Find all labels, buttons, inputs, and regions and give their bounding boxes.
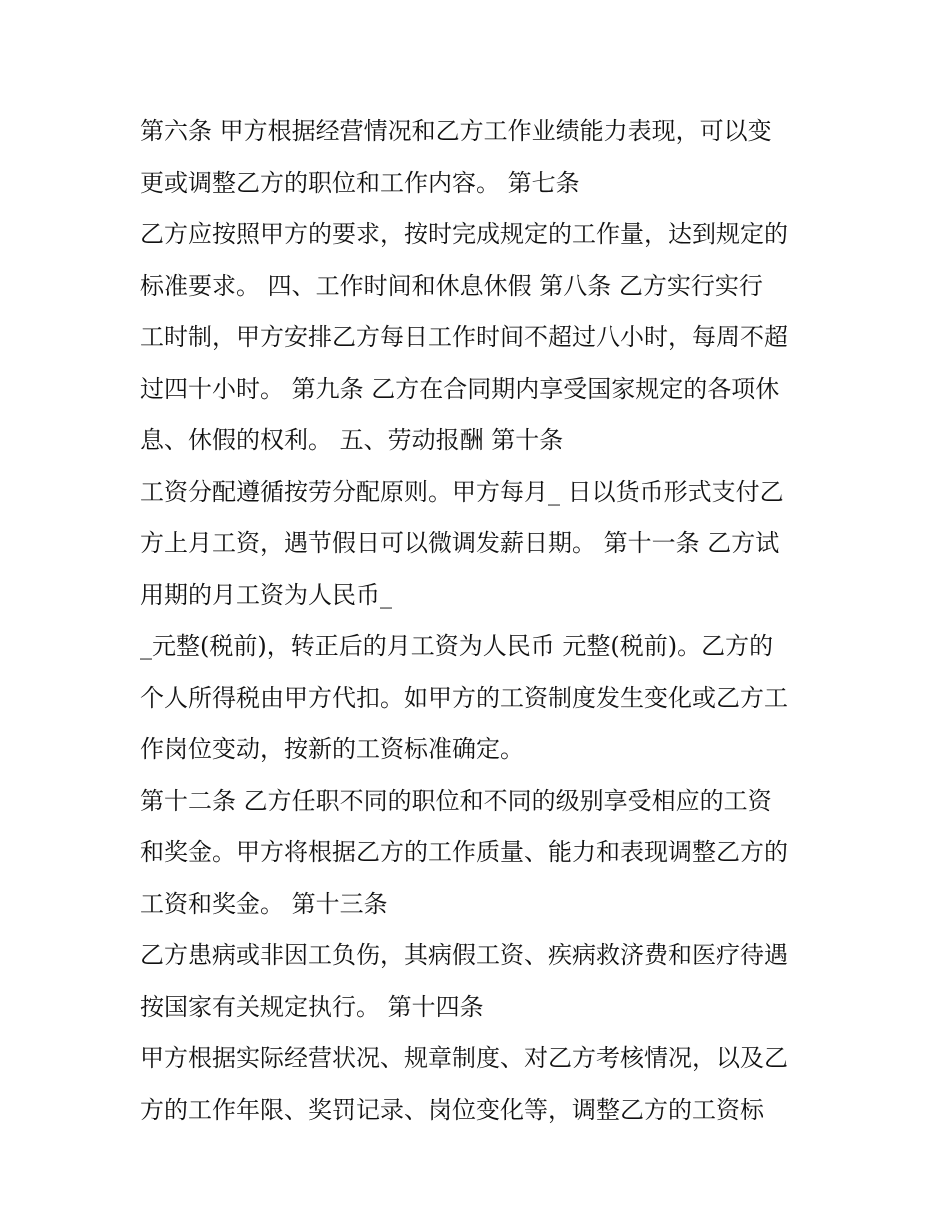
text-line: 乙方患病或非因工负伤，其病假工资、疾病救济费和医疗待遇 [140,941,788,969]
text-line: 工资分配遵循按劳分配原则。甲方每月_ 日以货币形式支付乙 [140,477,784,506]
text-line: 息、休假的权利。 五、劳动报酬 第十条 [140,426,564,454]
text-line: 标准要求。 四、工作时间和休息休假 第八条 乙方实行实行 [140,271,763,300]
text-line: 方的工作年限、奖罚记录、岗位变化等，调整乙方的工资标 [140,1095,764,1124]
text-line: 第十二条 乙方任职不同的职位和不同的级别享受相应的工资 [140,786,772,815]
text-line: 第六条 甲方根据经营情况和乙方工作业绩能力表现，可以变 [140,117,772,145]
text-line: 更或调整乙方的职位和工作内容。 第七条 [140,168,580,197]
text-line: 方上月工资，遇节假日可以微调发薪日期。 第十一条 乙方试 [140,529,780,557]
contract-text [140,106,840,1136]
text-line: 个人所得税由甲方代扣。如甲方的工资制度发生变化或乙方工 [140,683,788,712]
text-line: 工时制，甲方安排乙方每日工作时间不超过八小时，每周不超 [140,323,788,351]
text-line: 过四十小时。 第九条 乙方在合同期内享受国家规定的各项休 [140,374,780,403]
text-line: 工资和奖金。 第十三条 [140,889,388,918]
text-line: 甲方根据实际经营状况、规章制度、对乙方考核情况，以及乙 [140,1044,788,1072]
text-line: 和奖金。甲方将根据乙方的工作质量、能力和表现调整乙方的 [140,838,788,866]
text-line: 按国家有关规定执行。 第十四条 [140,992,484,1021]
text-line: 作岗位变动，按新的工资标准确定。 [140,735,524,763]
text-line: 乙方应按照甲方的要求，按时完成规定的工作量，达到规定的 [140,220,788,248]
text-line: 用期的月工资为人民币_ [140,580,392,609]
text-line: _元整(税前)，转正后的月工资为人民币 元整(税前)。乙方的 [140,632,774,660]
